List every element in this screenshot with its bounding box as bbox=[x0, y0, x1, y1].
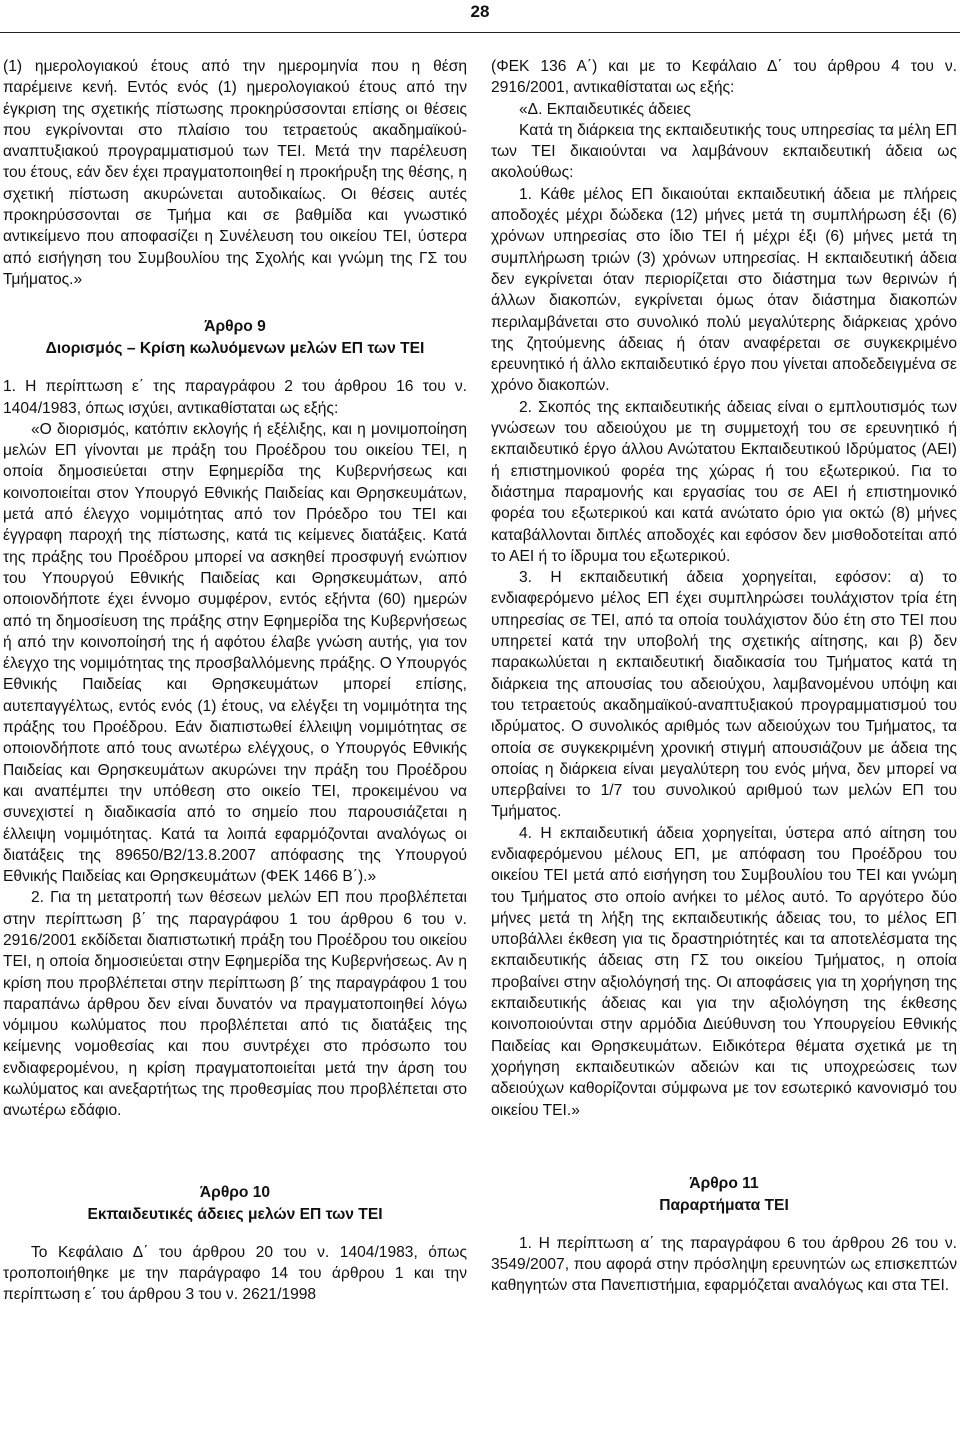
page-number: 28 bbox=[470, 2, 490, 21]
article-subtitle: Παραρτήματα ΤΕΙ bbox=[659, 1196, 789, 1214]
paragraph: 4. Η εκπαιδευτική άδεια χορηγείται, ύστερα από αίτηση του ενδιαφερόμενου μέλους ΕΠ, με απόφαση του Προέδρου του οικείου ΤΕΙ μετά από εισήγηση του Συμβουλίου του ΤΕΙ και γνώμη του Τμήματος στο οποίο ανήκει το μέλος αυτό. Το αργότερο δύο μήνες μετά τη λήξη της εκπαιδευτικής άδειας του, το μέλος ΕΠ υποβάλλει έκθεση για τις δραστηριότητές και τα αποτελέσματα της εκπαιδευτικής άδειας στη ΓΣ του οικείου Τμήματος, η οποία προβαίνει στην αξιολόγησή της. Οι αποφάσεις για τη χορήγηση της εκπαιδευτικής άδειας και για την αξιολόγηση της έκθεσης κοινοποιούνται στην αρμόδια Διεύθυνση του Υπουργείου Εθνικής Παιδείας και Θρησκευμάτων. Ειδικότερα θέματα σχετικά με τη χορήγηση εκπαιδευτικών αδειών και τις υποχρεώσεις των αδειούχων καθορίζονται σύμφωνα με τον εσωτερικό κανονισμό του οικείου ΤΕΙ.» bbox=[491, 824, 957, 1119]
article-subtitle: Διορισμός – Κρίση κωλυόμενων μελών ΕΠ των ΤΕΙ bbox=[45, 340, 425, 358]
paragraph: 3. Η εκπαιδευτική άδεια χορηγείται, εφόσον: α) το ενδιαφερόμενο μέλος ΕΠ έχει συμπληρώσει τουλάχιστον τρία έτη υπηρεσίας σε ΤΕΙ, από τα οποία τουλάχιστον δύο έτη στο ΤΕΙ που υπηρετεί κατά την υποβολή της σχετικής αίτησης, και β) δεν παρακωλύεται η εκπαιδευτική διαδικασία του Τμήματος κατά τη διάρκεια της απουσίας του αδειούχου, λαμβανομένου υπόψη και του τετραετούς ακαδημαϊκού-αναπτυξιακού προγραμματισμού του ιδρύματος. Ο συνολικός αριθμός των αδειούχων του Τμήματος, τα οποία σε συγκεκριμένη χρονική στιγμή απουσιάζουν με άδεια της οποίας η διάρκεια είναι μεγαλύτερη του ενός μήνα, δεν μπορεί να υπερβαίνει το 1/7 του συνολικού αριθμού των μελών ΕΠ του Τμήματος. bbox=[491, 569, 957, 821]
quote-heading: «Δ. Εκπαιδευτικές άδειες bbox=[519, 100, 691, 118]
paragraph: 2. Για τη μετατροπή των θέσεων μελών ΕΠ που προβλέπεται στην περίπτωση β΄ της παραγράφου 1 του άρθρου 6 του ν. 2916/2001 εκδίδεται διαπιστωτική πράξη του Προέδρου του οικείου ΤΕΙ, η οποία δημοσιεύεται στην Εφημερίδα της Κυβερνήσεως. Αν η κρίση που προβλέπεται στην περίπτωση β΄ της παραγράφου 1 του παραπάνω άρθρου δεν είναι δυνατόν να πραγματοποιηθεί λόγω νόμιμου κωλύματος που προβλέπεται από τις διατάξεις της κείμενης νομοθεσίας και που συντρέχει στο πρόσωπο του ενδιαφερομένου, η κρίση πραγματοποιείται μετά την άρση του κωλύματος και ανεξαρτήτως της προθεσμίας που προβλέπεται στο ανωτέρω εδάφιο. bbox=[3, 889, 467, 1120]
paragraph: (1) ημερολογιακού έτους από την ημερομηνία που η θέση παρέμεινε κενή. Εντός ενός (1) ημερολογιακού έτους από την έγκριση της σχετικής πίστωσης προκηρύσσονται επίσης οι θέσεις που εγκρίνονται στο πλαίσιο του τετραετούς ακαδημαϊκού-αναπτυξιακού προγραμματισμού των ΤΕΙ. Μετά την παρέλευση του έτους, εάν δεν έχει πραγματοποιηθεί η προκήρυξη της θέσης, η σχετική πίστωση ακυρώνεται αυτοδικαίως. Οι θέσεις αυτές προκηρύσσονται σε Τμήμα και σε βαθμίδα και γνωστικό αντικείμενο που αποφασίζει η Συνέλευση του οικείου ΤΕΙ, ύστερα από εισήγηση του Συμβουλίου της Σχολής και γνώμη της ΓΣ του Τμήματος.» bbox=[3, 58, 467, 288]
paragraph: (ΦΕΚ 136 Α΄) και με το Κεφάλαιο Δ΄ του άρθρου 4 του ν. 2916/2001, αντικαθίσταται ως εξής: bbox=[491, 58, 957, 97]
paragraph: 1. Κάθε μέλος ΕΠ δικαιούται εκπαιδευτική άδεια με πλήρεις αποδοχές μέχρι δώδεκα (12) μήνες μετά τη συμπλήρωση έξι (6) χρόνων υπηρεσίας στο ίδιο ΤΕΙ ή μέχρι έξι (6) μήνες μετά τη συμπλήρωση τριών (3) χρόνων υπηρεσίας. Η εκπαιδευτική άδεια δεν εγκρίνεται όταν περιορίζεται στο διάστημα των θερινών ή άλλων διακοπών, εγκρίνεται όμως όταν διάστημα διακοπών περιλαμβάνεται στο συνολικό πολύ μεγαλύτερης διάρκειας χρόνο της ζητούμενης άδειας ή όταν αναφέρεται σε συγκεκριμένο ερευνητικό ή άλλο εκπαιδευτικό έργο που γίνεται αποδεδειγμένα σε χρόνο διακοπών. bbox=[491, 185, 957, 395]
article-11-heading bbox=[491, 1173, 957, 1217]
paragraph: Το Κεφάλαιο Δ΄ του άρθρου 20 του ν. 1404/1983, όπως τροποποιήθηκε με την παράγραφο 14 του άρθρου 1 και την περίπτωση ε΄ του άρθρου 3 του ν. 2621/1998 bbox=[3, 1243, 467, 1304]
paragraph: 1. Η περίπτωση α΄ της παραγράφου 6 του άρθρου 26 του ν. 3549/2007, που αφορά στην πρόσληψη ερευνητών ως επισκεπτών καθηγητών στα Πανεπιστήμια, εφαρμόζεται αναλόγως και στα ΤΕΙ. bbox=[491, 1234, 957, 1295]
article-9-heading bbox=[3, 316, 467, 360]
paragraph: Κατά τη διάρκεια της εκπαιδευτικής τους υπηρεσίας τα μέλη ΕΠ των ΤΕΙ δικαιούνται να λαμβάνουν εκπαιδευτική άδεια ως ακολούθως: bbox=[491, 121, 957, 182]
quoted-paragraph: «Ο διορισμός, κατόπιν εκλογής ή εξέλιξης, και η μονιμοποίηση μελών ΕΠ γίνονται με πράξη του Προέδρου του οικείου ΤΕΙ, η οποία δημοσιεύεται στην Εφημερίδα της Κυβερνήσεως και κοινοποιείται στον Υπουργό Εθνικής Παιδείας και Θρησκευμάτων, μετά από έλεγχο νομιμότητας από τον Πρόεδρο του ΤΕΙ και έγγραφη παροχή της πίστωσης, κατά τις κείμενες διατάξεις. Κατά της πράξης του Προέδρου μπορεί να ασκηθεί προσφυγή ενώπιον του Υπουργού Εθνικής Παιδείας και Θρησκευμάτων, από οποιονδήποτε έχει έννομο συμφέρον, εντός εξήντα (60) ημερών από τη δημοσίευση της πράξης στην Εφημερίδα της Κυβερνήσεως ή από την κοινοποίησή της ή αφότου έλαβε γνώση αυτής, για τον έλεγχο της νομιμότητας της προσβαλλόμενης πράξης. Ο Υπουργός Εθνικής Παιδείας και Θρησκευμάτων μπορεί επίσης, αυτεπαγγέλτως, εντός ενός (1) έτους, να ελέγξει τη νομιμότητα της πράξης του Προέδρου. Εάν διαπιστωθεί έλλειψη νομιμότητας σε οποιονδήποτε από τους ανωτέρω ελέγχους, ο Υπουργός Εθνικής Παιδείας και Θρησκευμάτων ακυρώνει την πράξη του Προέδρου και αναπέμπει την υπόθεση στο οικείο ΤΕΙ, προκειμένου να συνεχιστεί η διαδικασία από το σημείο που παρουσιάζεται η έλλειψη νομιμότητας. Κατά τα λοιπά εφαρμόζονται αναλόγως οι διατάξεις της 89650/Β2/13.8.2007 απόφασης της Υπουργού Εθνικής Παιδείας και Θρησκευμάτων (ΦΕΚ 1466 Β΄).» bbox=[3, 420, 467, 886]
right-column bbox=[491, 56, 957, 1297]
article-subtitle: Εκπαιδευτικές άδειες μελών ΕΠ των ΤΕΙ bbox=[87, 1205, 383, 1223]
article-title: Άρθρο 10 bbox=[199, 1183, 271, 1201]
article-10-heading bbox=[3, 1182, 467, 1226]
article-title: Άρθρο 11 bbox=[689, 1174, 759, 1192]
header-rule bbox=[0, 32, 960, 33]
article-title: Άρθρο 9 bbox=[204, 318, 266, 336]
paragraph: 2. Σκοπός της εκπαιδευτικής άδειας είναι ο εμπλουτισμός των γνώσεων του αδειούχου με τη συμμετοχή του σε ερευνητικό ή εκπαιδευτικό έργο άλλου Ανώτατου Εκπαιδευτικού Ιδρύματος (ΑΕΙ) ή επιστημονικού φορέα της χώρας ή του εξωτερικού. Για το διάστημα παραμονής και εργασίας του σε ΑΕΙ ή επιστημονικό φορέα του εξωτερικού και κατά ανώτατο όριο για οκτώ (8) μήνες καταβάλλονται διπλές αποδοχές και εφόσον δεν μισθοδοτείται από το ΑΕΙ ή το ίδρυμα του εξωτερικού. bbox=[491, 398, 957, 565]
left-column bbox=[3, 56, 467, 1306]
paragraph: 1. Η περίπτωση ε΄ της παραγράφου 2 του άρθρου 16 του ν. 1404/1983, όπως ισχύει, αντικαθίσταται ως εξής: bbox=[3, 378, 467, 417]
